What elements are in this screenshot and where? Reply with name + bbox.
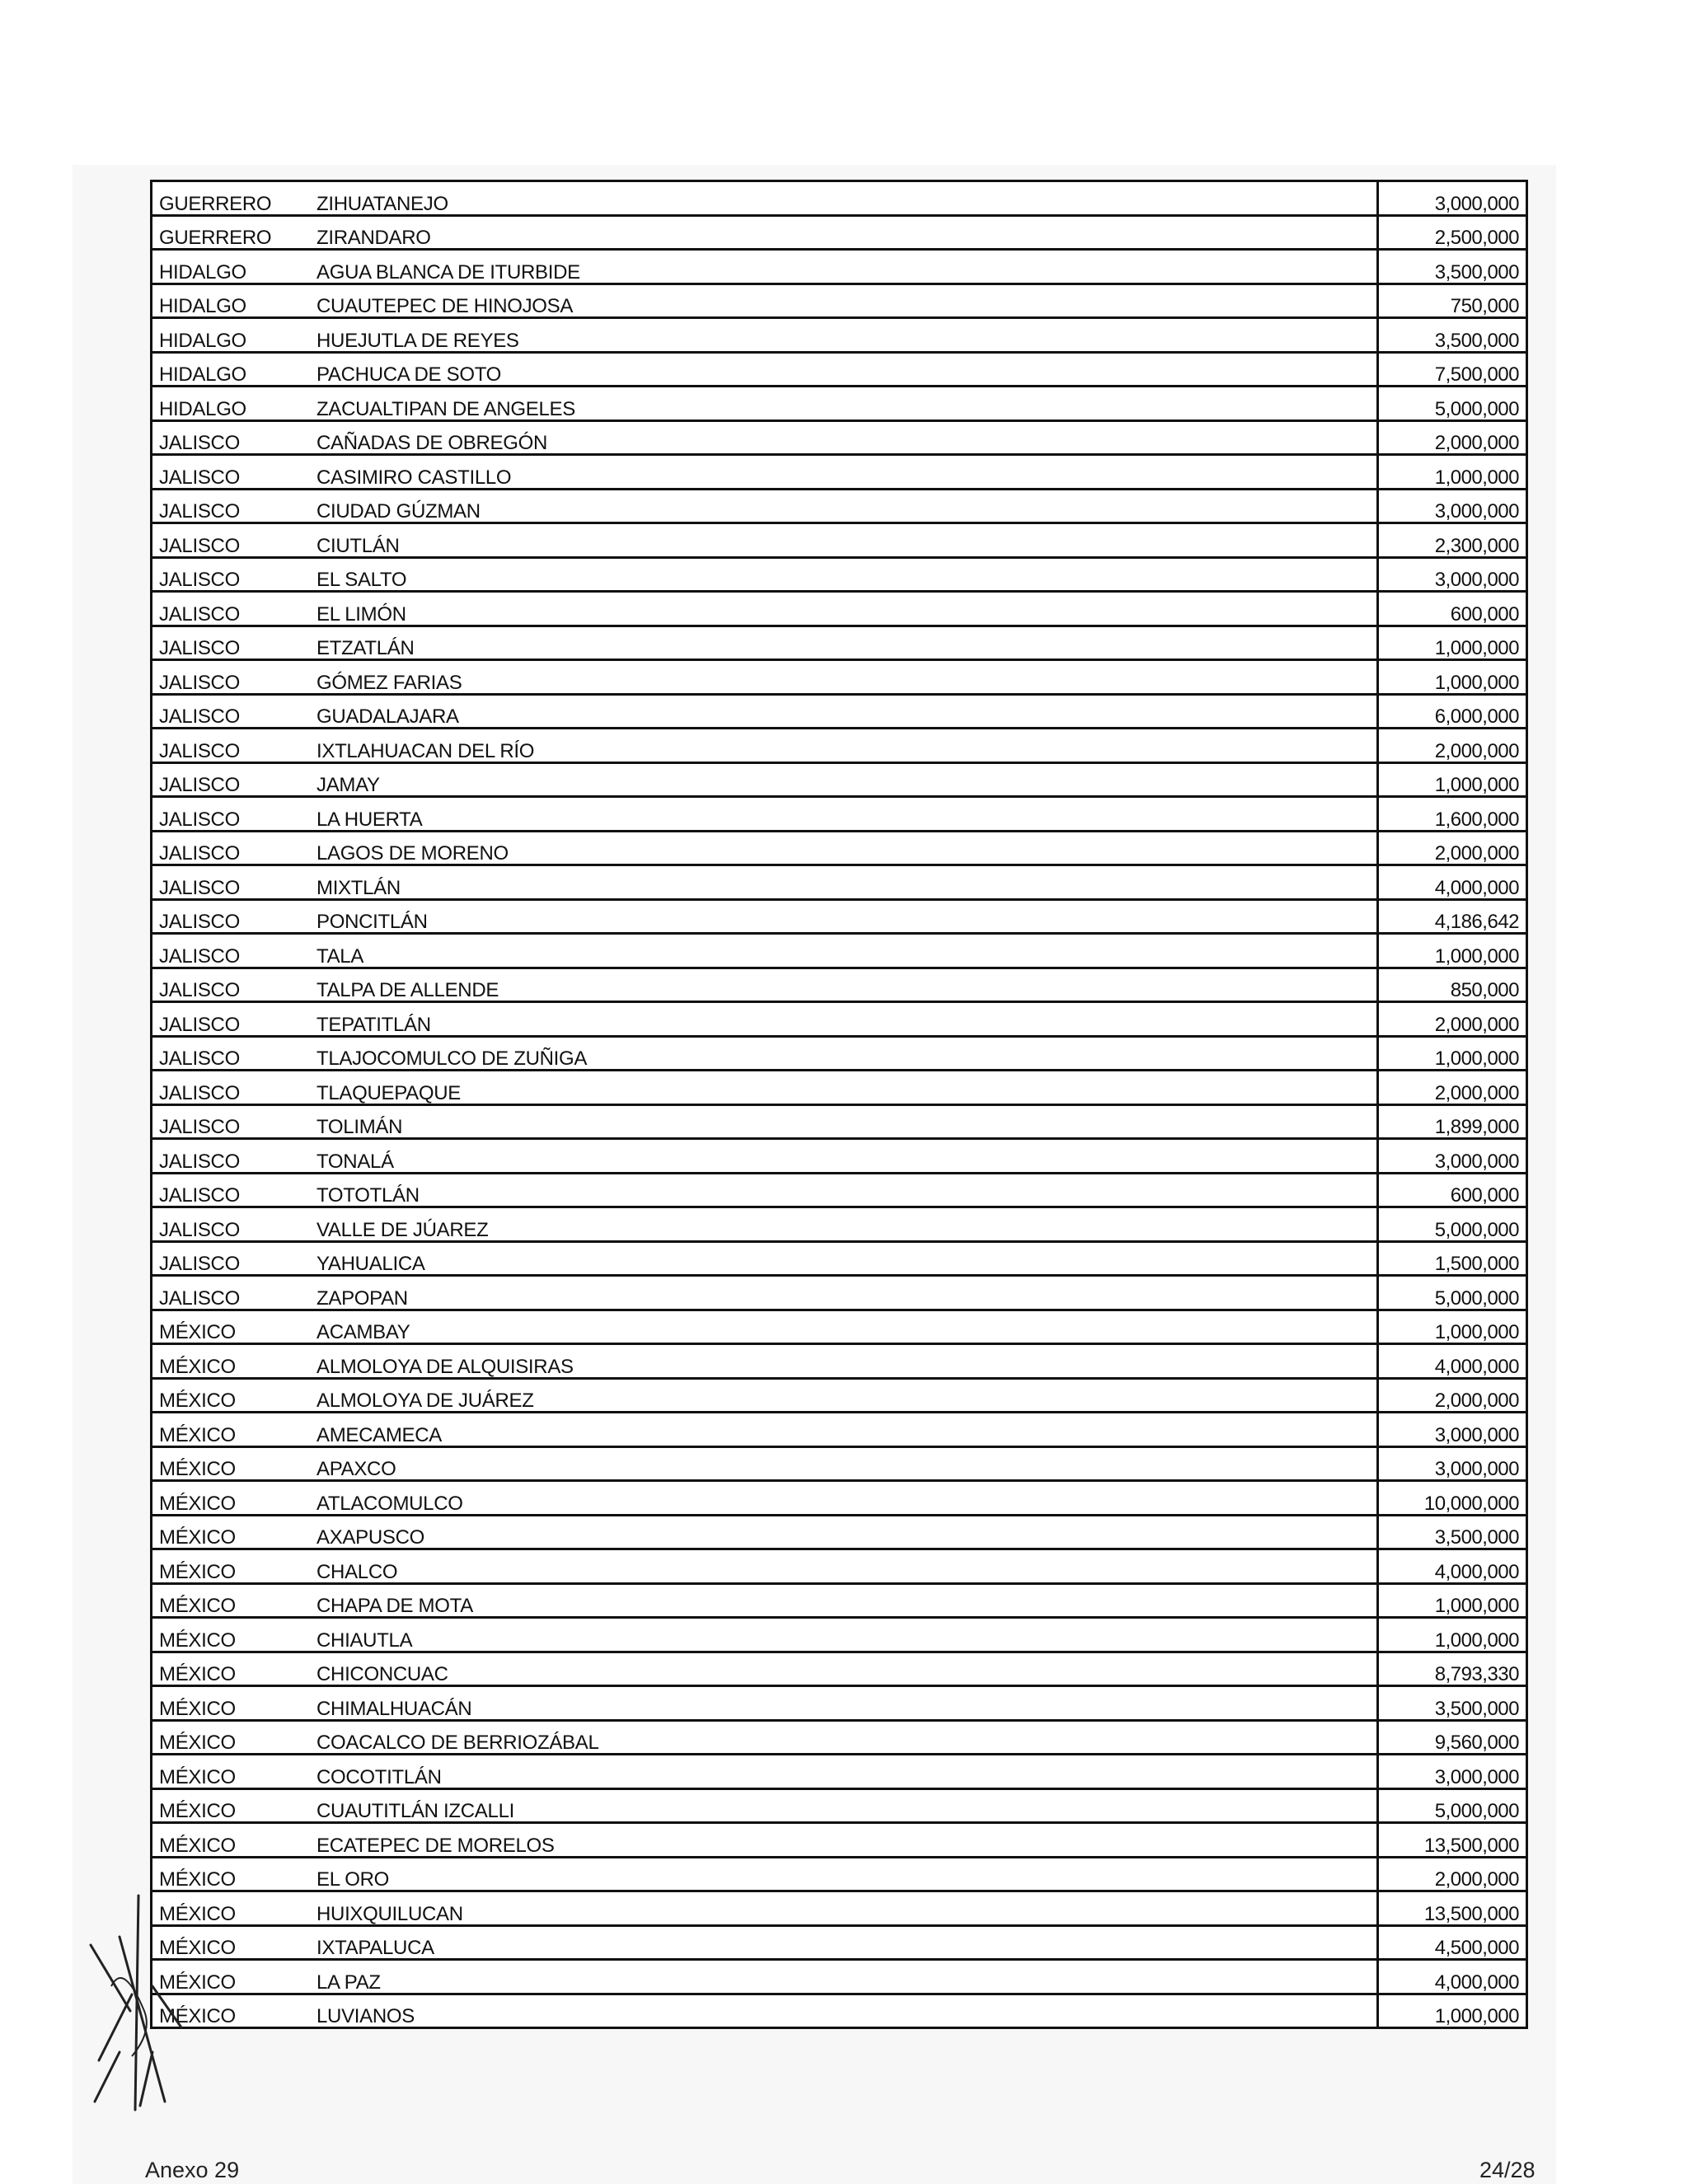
amount-cell: 1,500,000 [1378,1241,1527,1276]
table-row [152,592,1527,626]
municipality-cell: ZIHUATANEJO [310,181,1378,216]
amount-cell: 2,000,000 [1378,831,1527,865]
table-row [152,1618,1527,1652]
table-row [152,1652,1527,1686]
table-row [152,934,1527,968]
municipality-cell: TALPA DE ALLENDE [310,968,1378,1002]
table-row [152,1413,1527,1447]
table-row [152,1378,1527,1413]
state-cell: JALISCO [152,797,311,832]
municipality-cell: COACALCO DE BERRIOZÁBAL [310,1720,1378,1755]
amount-cell: 2,000,000 [1378,1002,1527,1037]
table-row [152,1481,1527,1516]
state-cell: JALISCO [152,1207,311,1242]
amount-cell: 1,899,000 [1378,1104,1527,1139]
amount-cell: 1,000,000 [1378,660,1527,695]
state-cell: MÉXICO [152,1652,311,1686]
table-row [152,250,1527,284]
state-cell: JALISCO [152,592,311,626]
municipality-cell: LAGOS DE MORENO [310,831,1378,865]
amount-cell: 3,000,000 [1378,1413,1527,1447]
state-cell: JALISCO [152,523,311,558]
municipality-cell: TLAQUEPAQUE [310,1071,1378,1105]
municipality-cell: HUEJUTLA DE REYES [310,318,1378,353]
state-cell: JALISCO [152,1002,311,1037]
amount-cell: 3,500,000 [1378,318,1527,353]
amount-cell: 4,000,000 [1378,1344,1527,1379]
municipality-cell: LA HUERTA [310,797,1378,832]
table-row [152,1823,1527,1858]
amount-cell: 3,000,000 [1378,1446,1527,1481]
state-cell: MÉXICO [152,1515,311,1549]
table-row [152,1104,1527,1139]
municipality-cell: TOTOTLÁN [310,1173,1378,1207]
municipality-cell: TALA [310,934,1378,968]
amount-cell: 13,500,000 [1378,1891,1527,1926]
state-cell: MÉXICO [152,1857,311,1891]
table-row [152,831,1527,865]
table-row [152,626,1527,660]
amount-cell: 3,500,000 [1378,1515,1527,1549]
table-row [152,1960,1527,1994]
state-cell: JALISCO [152,934,311,968]
municipality-cell: ZIRANDARO [310,215,1378,250]
municipality-cell: MIXTLÁN [310,865,1378,900]
state-cell: MÉXICO [152,1755,311,1789]
amount-cell: 1,000,000 [1378,1618,1527,1652]
state-cell: JALISCO [152,729,311,763]
municipality-cell: CUAUTEPEC DE HINOJOSA [310,284,1378,318]
municipality-cell: VALLE DE JÚAREZ [310,1207,1378,1242]
state-cell: JALISCO [152,865,311,900]
amount-cell: 3,000,000 [1378,557,1527,592]
amount-cell: 6,000,000 [1378,694,1527,729]
state-cell: JALISCO [152,626,311,660]
table-row [152,1036,1527,1071]
amount-cell: 600,000 [1378,592,1527,626]
municipality-cell: CHIAUTLA [310,1618,1378,1652]
amount-cell: 1,000,000 [1378,626,1527,660]
municipality-cell: CHICONCUAC [310,1652,1378,1686]
municipality-cell: ALMOLOYA DE JUÁREZ [310,1378,1378,1413]
table-row [152,694,1527,729]
amount-cell: 2,000,000 [1378,1857,1527,1891]
state-cell: JALISCO [152,420,311,455]
state-cell: JALISCO [152,489,311,523]
amount-cell: 7,500,000 [1378,352,1527,387]
amount-cell: 1,000,000 [1378,455,1527,490]
table-row [152,1788,1527,1823]
amount-cell: 3,000,000 [1378,1139,1527,1174]
table-row [152,660,1527,695]
municipality-cell: YAHUALICA [310,1241,1378,1276]
table-row [152,1207,1527,1242]
amount-cell: 4,186,642 [1378,899,1527,934]
municipality-cell: TEPATITLÁN [310,1002,1378,1037]
state-cell: MÉXICO [152,1378,311,1413]
amount-cell: 8,793,330 [1378,1652,1527,1686]
amount-cell: 600,000 [1378,1173,1527,1207]
annex-label: Anexo 29 [145,2158,240,2182]
table-row [152,420,1527,455]
amount-cell: 2,000,000 [1378,1378,1527,1413]
amount-cell: 3,000,000 [1378,181,1527,216]
amount-cell: 2,500,000 [1378,215,1527,250]
state-cell: MÉXICO [152,1549,311,1584]
amount-cell: 4,000,000 [1378,865,1527,900]
state-cell: JALISCO [152,1276,311,1310]
state-cell: MÉXICO [152,1891,311,1926]
state-cell: MÉXICO [152,1823,311,1858]
table-row [152,762,1527,797]
state-cell: MÉXICO [152,1925,311,1960]
municipality-cell: CAÑADAS DE OBREGÓN [310,420,1378,455]
table-row [152,1002,1527,1037]
table-row [152,1344,1527,1379]
table-row [152,181,1527,216]
state-cell: JALISCO [152,694,311,729]
table-row [152,1720,1527,1755]
table-row [152,215,1527,250]
state-cell: JALISCO [152,1036,311,1071]
municipality-cell: AXAPUSCO [310,1515,1378,1549]
table-row [152,1755,1527,1789]
amount-cell: 3,000,000 [1378,489,1527,523]
state-cell: HIDALGO [152,318,311,353]
amount-cell: 850,000 [1378,968,1527,1002]
state-cell: HIDALGO [152,250,311,284]
table-row [152,557,1527,592]
state-cell: JALISCO [152,1241,311,1276]
municipality-cell: EL SALTO [310,557,1378,592]
municipality-cell: CIUTLÁN [310,523,1378,558]
state-cell: JALISCO [152,1104,311,1139]
municipality-cell: COCOTITLÁN [310,1755,1378,1789]
table-row [152,1925,1527,1960]
table-row [152,1994,1527,2028]
amount-cell: 13,500,000 [1378,1823,1527,1858]
municipality-cell: EL ORO [310,1857,1378,1891]
handwritten-signature [74,1887,214,2118]
municipality-cell: LA PAZ [310,1960,1378,1994]
table-row [152,899,1527,934]
state-cell: JALISCO [152,1071,311,1105]
amount-cell: 1,000,000 [1378,1994,1527,2028]
state-cell: JALISCO [152,762,311,797]
amount-cell: 1,000,000 [1378,1036,1527,1071]
state-cell: MÉXICO [152,1788,311,1823]
municipality-cell: TLAJOCOMULCO DE ZUÑIGA [310,1036,1378,1071]
table-row [152,797,1527,832]
municipality-cell: CHALCO [310,1549,1378,1584]
table-row [152,1891,1527,1926]
allocation-table [150,180,1528,2029]
table-row [152,455,1527,490]
municipality-cell: ZAPOPAN [310,1276,1378,1310]
state-cell: JALISCO [152,1139,311,1174]
municipality-cell: TONALÁ [310,1139,1378,1174]
amount-cell: 2,000,000 [1378,1071,1527,1105]
state-cell: MÉXICO [152,1310,311,1344]
municipality-cell: EL LIMÓN [310,592,1378,626]
table-row [152,1241,1527,1276]
table-row [152,1549,1527,1584]
amount-cell: 3,500,000 [1378,250,1527,284]
amount-cell: 1,000,000 [1378,1583,1527,1618]
table-row [152,865,1527,900]
municipality-cell: CUAUTITLÁN IZCALLI [310,1788,1378,1823]
state-cell: JALISCO [152,968,311,1002]
municipality-cell: ATLACOMULCO [310,1481,1378,1516]
table-row [152,1071,1527,1105]
municipality-cell: CASIMIRO CASTILLO [310,455,1378,490]
municipality-cell: APAXCO [310,1446,1378,1481]
state-cell: MÉXICO [152,1618,311,1652]
municipality-cell: IXTAPALUCA [310,1925,1378,1960]
state-cell: GUERRERO [152,215,311,250]
state-cell: MÉXICO [152,1481,311,1516]
amount-cell: 2,000,000 [1378,420,1527,455]
state-cell: JALISCO [152,1173,311,1207]
amount-cell: 5,000,000 [1378,1788,1527,1823]
table-row [152,1173,1527,1207]
state-cell: JALISCO [152,660,311,695]
table-row [152,489,1527,523]
table-row [152,1446,1527,1481]
table-row [152,352,1527,387]
state-cell: JALISCO [152,455,311,490]
amount-cell: 1,000,000 [1378,1310,1527,1344]
table-row [152,1583,1527,1618]
amount-cell: 1,600,000 [1378,797,1527,832]
state-cell: MÉXICO [152,1994,311,2028]
table-body [152,181,1527,2028]
municipality-cell: HUIXQUILUCAN [310,1891,1378,1926]
municipality-cell: ACAMBAY [310,1310,1378,1344]
table-row [152,1686,1527,1721]
amount-cell: 4,000,000 [1378,1960,1527,1994]
amount-cell: 1,000,000 [1378,762,1527,797]
amount-cell: 3,500,000 [1378,1686,1527,1721]
state-cell: JALISCO [152,899,311,934]
municipality-cell: ZACUALTIPAN DE ANGELES [310,387,1378,421]
municipality-cell: JAMAY [310,762,1378,797]
amount-cell: 3,000,000 [1378,1755,1527,1789]
state-cell: MÉXICO [152,1720,311,1755]
state-cell: JALISCO [152,557,311,592]
table-row [152,1857,1527,1891]
table-row [152,968,1527,1002]
amount-cell: 5,000,000 [1378,1276,1527,1310]
municipality-cell: AMECAMECA [310,1413,1378,1447]
amount-cell: 5,000,000 [1378,1207,1527,1242]
municipality-cell: ECATEPEC DE MORELOS [310,1823,1378,1858]
municipality-cell: CIUDAD GÚZMAN [310,489,1378,523]
amount-cell: 4,500,000 [1378,1925,1527,1960]
municipality-cell: PACHUCA DE SOTO [310,352,1378,387]
amount-cell: 1,000,000 [1378,934,1527,968]
state-cell: MÉXICO [152,1583,311,1618]
table-row [152,523,1527,558]
table-row [152,318,1527,353]
state-cell: HIDALGO [152,352,311,387]
municipality-cell: GÓMEZ FARIAS [310,660,1378,695]
municipality-cell: AGUA BLANCA DE ITURBIDE [310,250,1378,284]
table-row [152,284,1527,318]
state-cell: MÉXICO [152,1446,311,1481]
table-row [152,1139,1527,1174]
amount-cell: 9,560,000 [1378,1720,1527,1755]
state-cell: GUERRERO [152,181,311,216]
state-cell: HIDALGO [152,387,311,421]
state-cell: JALISCO [152,831,311,865]
municipality-cell: ETZATLÁN [310,626,1378,660]
municipality-cell: ALMOLOYA DE ALQUISIRAS [310,1344,1378,1379]
municipality-cell: TOLIMÁN [310,1104,1378,1139]
table-row [152,1310,1527,1344]
municipality-cell: CHIMALHUACÁN [310,1686,1378,1721]
amount-cell: 2,300,000 [1378,523,1527,558]
municipality-cell: LUVIANOS [310,1994,1378,2028]
amount-cell: 2,000,000 [1378,729,1527,763]
amount-cell: 750,000 [1378,284,1527,318]
municipality-cell: PONCITLÁN [310,899,1378,934]
state-cell: MÉXICO [152,1686,311,1721]
municipality-cell: GUADALAJARA [310,694,1378,729]
state-cell: MÉXICO [152,1344,311,1379]
table-row [152,1515,1527,1549]
municipality-cell: IXTLAHUACAN DEL RÍO [310,729,1378,763]
table-row [152,1276,1527,1310]
amount-cell: 4,000,000 [1378,1549,1527,1584]
table-row [152,387,1527,421]
state-cell: MÉXICO [152,1413,311,1447]
amount-cell: 5,000,000 [1378,387,1527,421]
municipality-cell: CHAPA DE MOTA [310,1583,1378,1618]
page-number: 24/28 [1479,2158,1536,2182]
state-cell: HIDALGO [152,284,311,318]
state-cell: MÉXICO [152,1960,311,1994]
table-row [152,729,1527,763]
amount-cell: 10,000,000 [1378,1481,1527,1516]
